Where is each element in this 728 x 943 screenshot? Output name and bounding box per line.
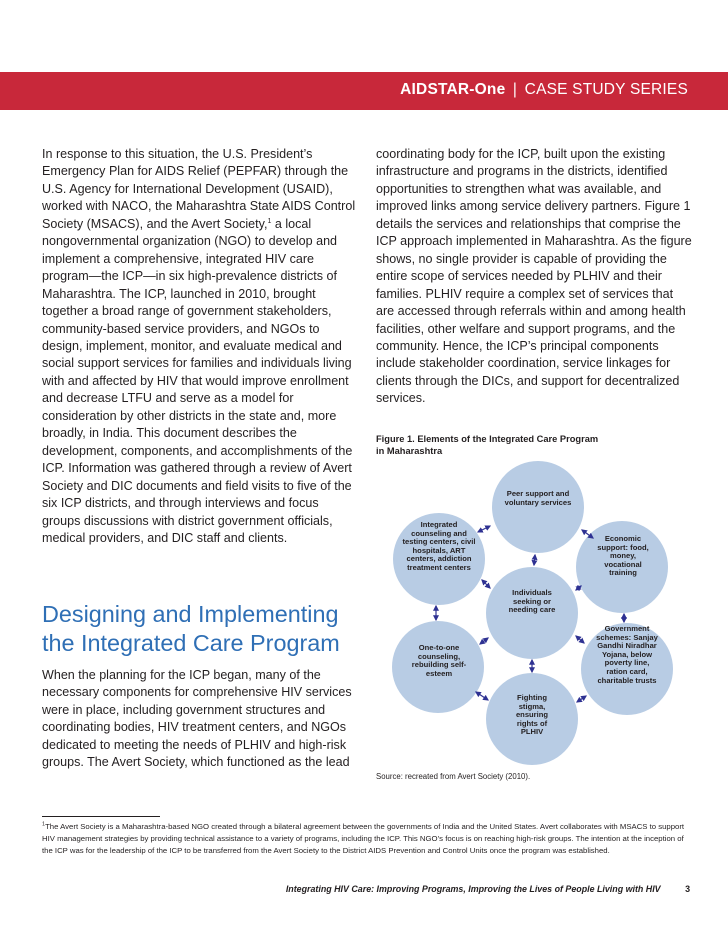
label-top: Peer support and voluntary services: [504, 489, 572, 507]
right-column: [376, 146, 694, 408]
label-upper-left: Integrated counseling and testing centers, civil hospitals, ART centers, addiction treatment centers: [402, 520, 476, 572]
page-footer: [286, 884, 690, 894]
planning-paragraph: When the planning for the ICP began, many of the necessary components for comprehensive HIV services were in place, including government structures and coordinating bodies, HIV treatment centers, and NGOs dedicated to meeting the needs of PLHIV and high-risk groups. The Avert Society, which functioned as the lead: [42, 668, 352, 770]
label-bottom: Fighting stigma, ensuring rights of PLHIV: [515, 693, 549, 737]
header-banner: [0, 72, 728, 110]
figure-title-line1: Figure 1. Elements of the Integrated Care Program: [376, 434, 599, 444]
section-heading-line1: Designing and Implementing: [42, 601, 339, 627]
arrow-lower-right-bottom: [577, 696, 586, 702]
footnote-rule: [42, 816, 160, 817]
label-center: Individuals seeking or needing care: [508, 588, 556, 615]
arrow-upper-left-center: [482, 580, 490, 588]
intro-text-b: a local nongovernmental organization (NGO) to develop and implement a comprehensive, integrated HIV care program—the ICP—in six high-prevalence districts of Maharashtra. The ICP, launched in 2010, brought together a broad range of government stakeholders, community-based service providers, and NGOs to design, implement, monitor, and evaluate medical and social support services for families and individuals living with and affected by HIV that would improve enrollment and decrease LTFU and serve as a model for consideration by other districts in the state and, more broadly, in India. This document describes the development, components, and accomplishments of the ICP. Information was gathered through a review of Avert Society and DIC documents and field visits to five of the six ICP districts, and through interviews and focus groups discussions with district government officials, medical providers, and DIC staff and clients.: [42, 216, 353, 545]
figure-title: [376, 433, 696, 457]
left-column-2: [42, 667, 360, 772]
figure-diagram: [376, 456, 696, 768]
footnote: [42, 821, 692, 857]
label-lower-right: Government schemes: Sanjay Gandhi Niradhar Yojana, below poverty line, ration card, charitable trusts: [596, 624, 658, 685]
header-separator: |: [512, 81, 518, 98]
arrow-center-lower-right: [576, 636, 584, 643]
section-heading: [42, 600, 362, 658]
footnote-text: The Avert Society is a Maharashtra-based NGO created through a bilateral agreement between the governments of India and the United States. Avert collaborates with MSACS to support HIV management strategies by providing technical assistance to a variety of programs, including the ICP. This NGO’s focus is on reaching high-risk groups. The intention at the inception of the ICP was for the leadership of the ICP to be transferred from the Avert Society to the District AIDS Prevention and Control Units once the program was established.: [42, 822, 685, 856]
footnote-marker: 1: [42, 821, 46, 828]
section-heading-line2: the Integrated Care Program: [42, 630, 340, 656]
coordination-paragraph: coordinating body for the ICP, built upon the existing infrastructure and programs in the districts, identified opportunities to strengthen what was available, and improved links among service delivery partners. Figure 1 details the services and relationships that comprise the ICP approach implemented in Maharashtra. As the figure shows, no single provider is capable of providing the entire scope of services needed by PLHIV and their families. PLHIV require a complex set of services that are accessed through referrals within and among health facilities, other welfare and support programs, and the community. Hence, the ICP’s principal components include stakeholder coordination, service linkages for clients through the DICs, and support for decentralized services.: [376, 147, 692, 406]
label-lower-left: One-to-one counseling, rebuilding self-esteem: [411, 643, 467, 678]
series-name: CASE STUDY SERIES: [524, 81, 688, 98]
arrow-lower-left-bottom: [476, 692, 488, 700]
left-column: [42, 146, 360, 547]
arrow-top-upper-left: [478, 526, 490, 532]
series-header: [400, 81, 688, 99]
brand-name: AIDSTAR-One: [400, 81, 506, 98]
footnote-ref: 1: [267, 217, 272, 225]
figure-title-line2: in Maharashtra: [376, 446, 443, 456]
intro-paragraph: [42, 146, 360, 547]
arrow-upper-right-center: [576, 586, 581, 590]
page-number: 3: [685, 884, 690, 894]
footer-title: Integrating HIV Care: Improving Programs, Improving the Lives of People Living with HIV: [285, 884, 661, 894]
intro-text-a: In response to this situation, the U.S. President’s Emergency Plan for AIDS Relief (PEPFAR) through the U.S. Agency for International Development (USAID), worked with NACO, the Maharashtra State AIDS Control Society (MSACS), and the Avert Society,: [42, 147, 356, 231]
arrow-center-lower-left: [480, 638, 488, 644]
arrow-top-center: [534, 555, 535, 565]
label-upper-right: Economic support: food, money, vocational training: [597, 534, 649, 578]
figure-source: Source: recreated from Avert Society (2010).: [376, 772, 531, 781]
